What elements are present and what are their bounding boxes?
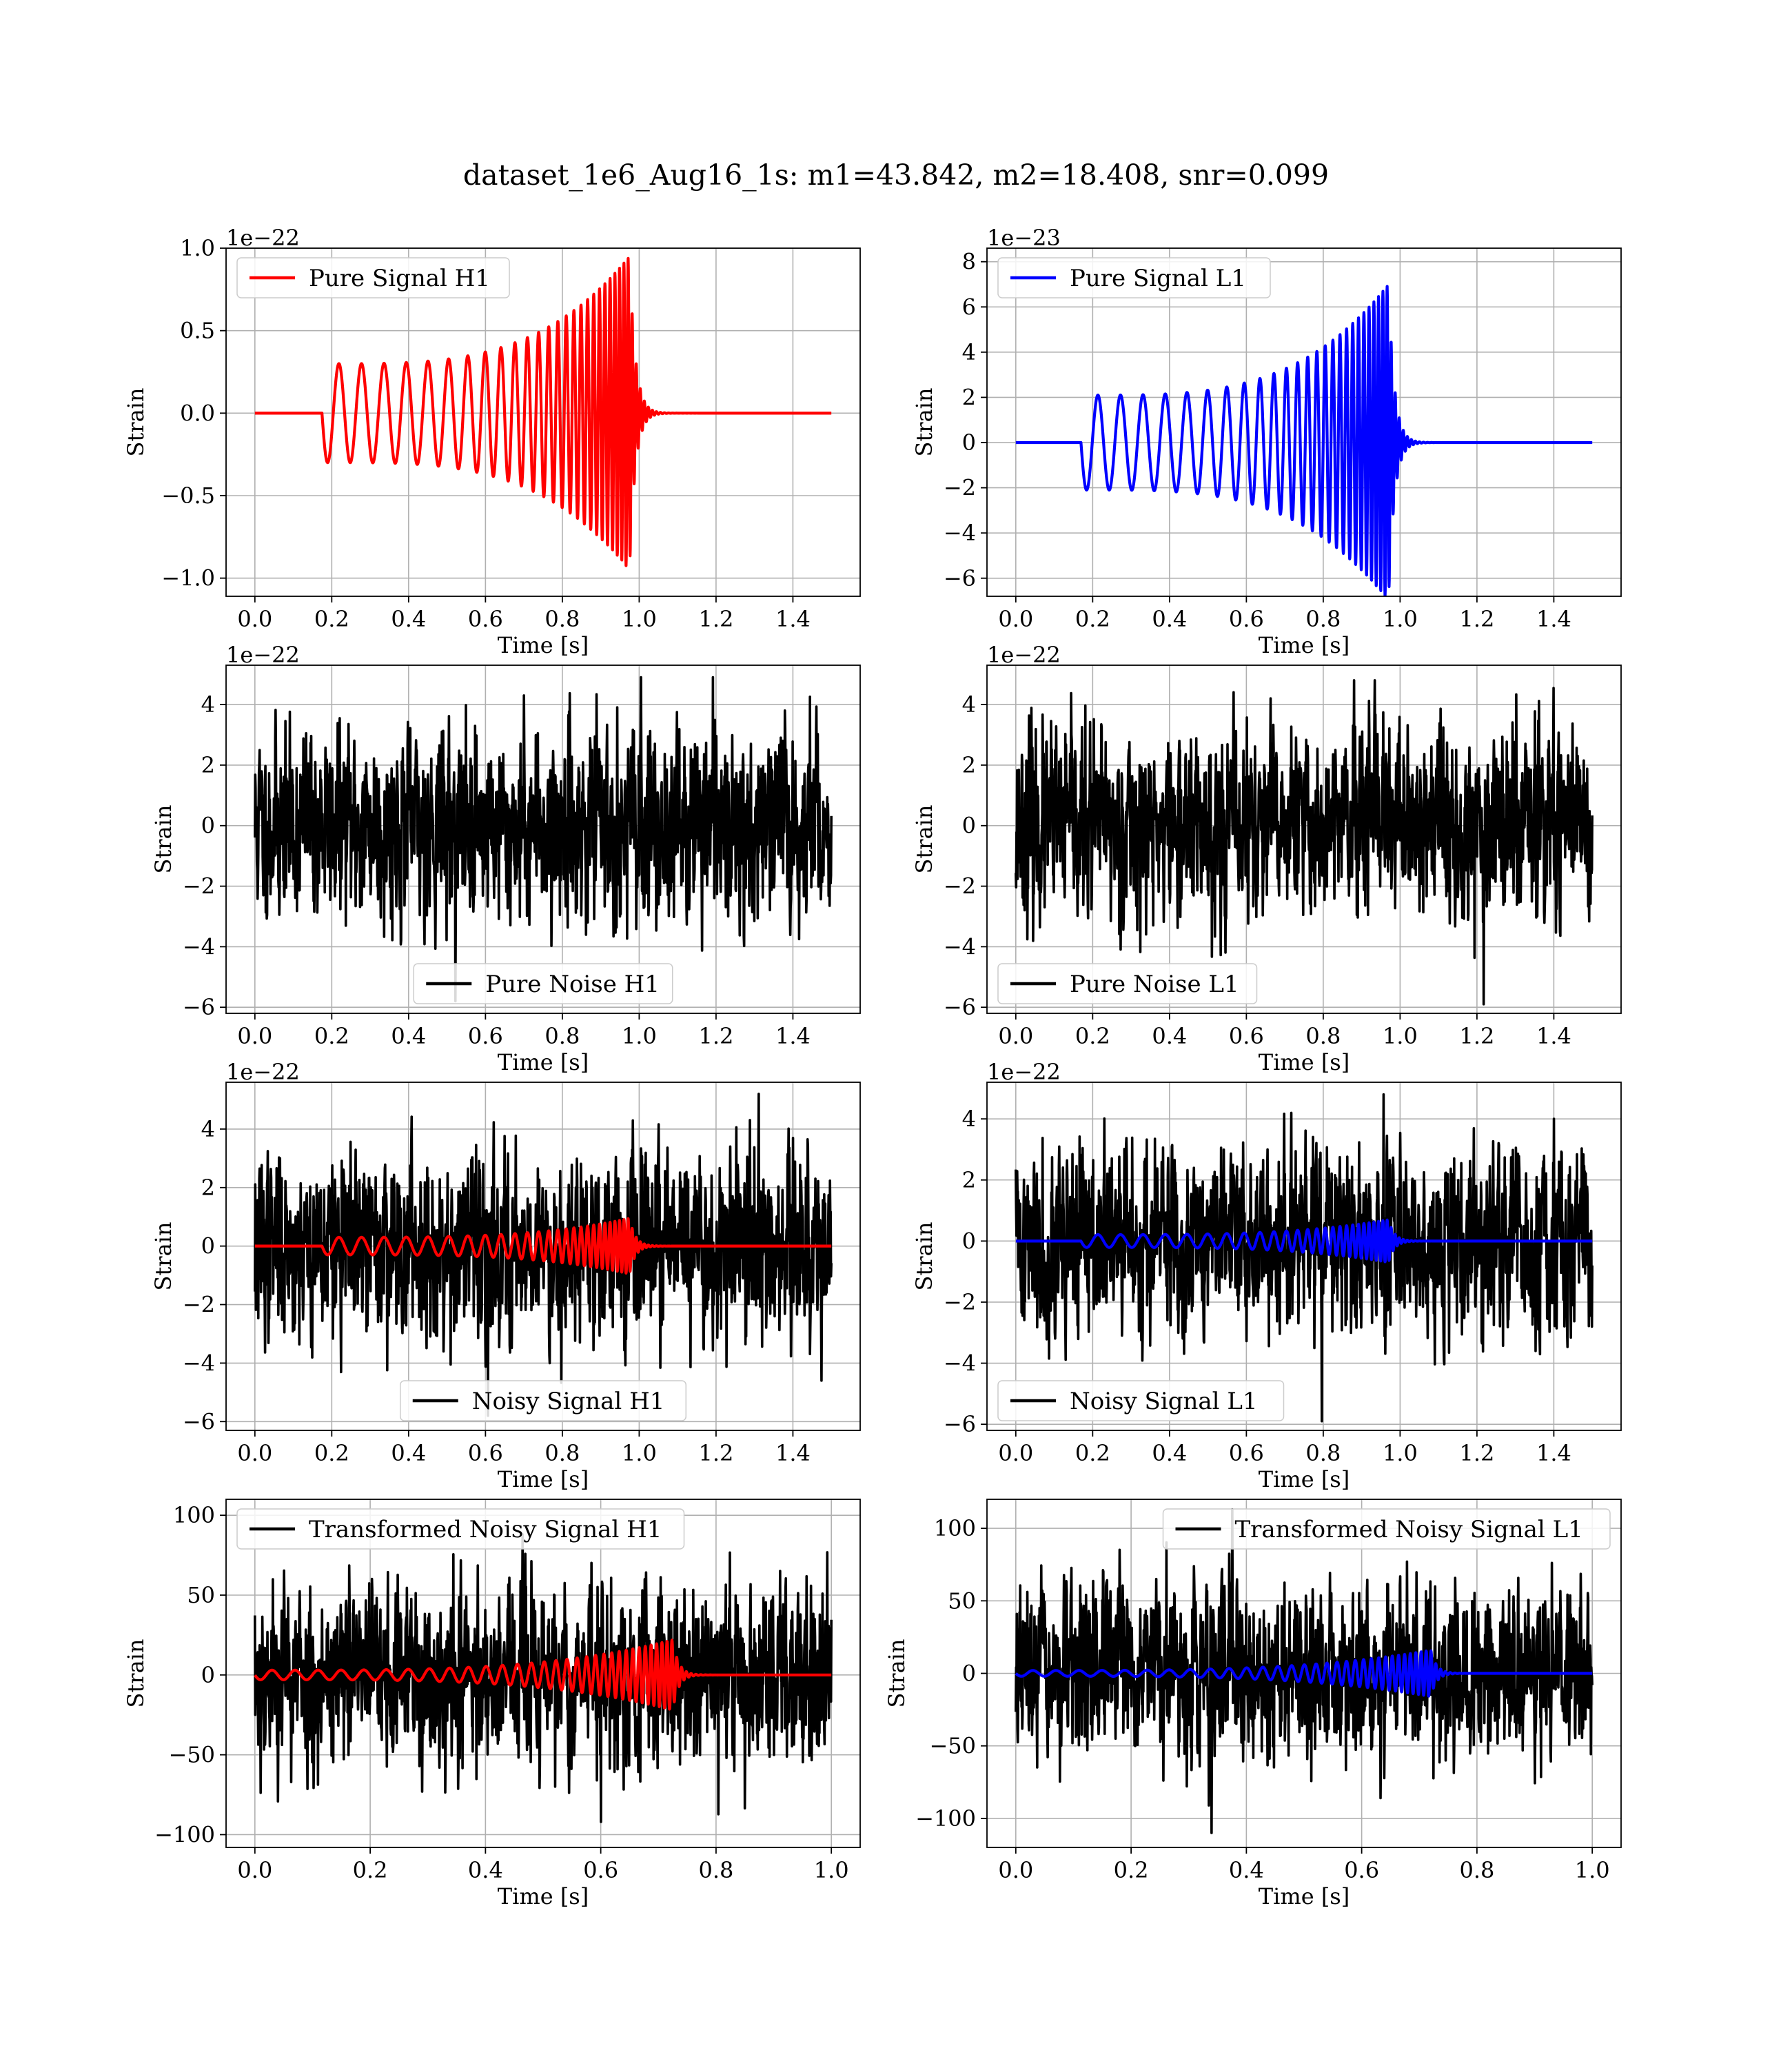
x-tick-label: 0.4 [1152, 1023, 1188, 1049]
y-tick-label: 1.0 [180, 235, 215, 261]
x-tick-label: 1.2 [698, 1440, 734, 1466]
x-tick-label: 0.0 [237, 1023, 273, 1049]
legend [414, 964, 673, 1004]
x-tick-label: 0.4 [391, 1440, 427, 1466]
y-tick-label: −6 [943, 994, 976, 1021]
legend-label: Noisy Signal H1 [471, 1388, 665, 1415]
offset-label: 1e−22 [987, 642, 1061, 668]
y-axis-label: Strain [150, 804, 176, 874]
y-axis-label: Strain [123, 387, 149, 457]
legend-label: Noisy Signal L1 [1070, 1388, 1258, 1415]
y-tick-label: −6 [943, 1411, 976, 1438]
x-tick-label: 0.0 [998, 606, 1034, 632]
x-tick-label: 0.0 [237, 1857, 273, 1883]
y-tick-label: 0.5 [180, 317, 215, 344]
y-tick-label: 0 [961, 1228, 976, 1255]
x-axis-label: Time [s] [497, 1883, 589, 1909]
x-tick-label: 0.0 [237, 606, 273, 632]
y-axis-label: Strain [884, 1639, 910, 1708]
x-tick-label: 0.2 [314, 606, 349, 632]
x-tick-label: 0.6 [1228, 606, 1264, 632]
y-tick-label: 2 [961, 384, 976, 411]
y-tick-label: −0.5 [161, 483, 215, 509]
x-tick-label: 1.4 [775, 606, 811, 632]
y-tick-label: −1.0 [161, 565, 215, 591]
y-tick-label: −100 [915, 1805, 976, 1832]
x-tick-label: 0.2 [1075, 606, 1110, 632]
y-tick-label: 2 [201, 751, 215, 778]
y-tick-label: 4 [201, 1115, 215, 1142]
x-tick-label: 0.8 [544, 1023, 580, 1049]
x-axis-label: Time [s] [1258, 632, 1350, 658]
x-tick-label: 1.0 [1382, 1440, 1418, 1466]
x-tick-label: 0.8 [1305, 606, 1341, 632]
y-tick-label: −6 [182, 1408, 215, 1435]
legend-label: Pure Noise H1 [485, 971, 660, 998]
y-tick-label: 0 [201, 1661, 215, 1688]
x-tick-label: 0.6 [467, 1440, 503, 1466]
x-tick-label: 0.4 [1152, 1440, 1188, 1466]
x-tick-label: 1.0 [813, 1857, 849, 1883]
y-tick-label: 2 [961, 1166, 976, 1193]
y-tick-label: −6 [943, 565, 976, 591]
x-tick-label: 1.4 [775, 1440, 811, 1466]
x-axis-label: Time [s] [497, 1049, 589, 1075]
y-tick-label: −4 [943, 1350, 976, 1377]
x-tick-label: 0.6 [467, 606, 503, 632]
legend-label: Pure Signal H1 [309, 265, 491, 292]
x-tick-label: 0.8 [544, 606, 580, 632]
x-tick-label: 1.2 [698, 606, 734, 632]
x-tick-label: 1.0 [621, 606, 657, 632]
x-tick-label: 0.0 [237, 1440, 273, 1466]
x-tick-label: 0.6 [1228, 1440, 1264, 1466]
y-tick-label: −100 [154, 1821, 215, 1848]
y-tick-label: 50 [187, 1581, 215, 1608]
x-tick-label: 0.6 [1344, 1857, 1380, 1883]
y-tick-label: −2 [182, 1291, 215, 1318]
x-tick-label: 0.0 [998, 1857, 1034, 1883]
x-tick-label: 0.8 [1459, 1857, 1495, 1883]
y-tick-label: 0 [201, 1233, 215, 1259]
y-tick-label: 2 [201, 1174, 215, 1201]
x-tick-label: 0.2 [1075, 1023, 1110, 1049]
x-tick-label: 0.0 [998, 1023, 1034, 1049]
figure-title: dataset_1e6_Aug16_1s: m1=43.842, m2=18.408, snr=0.099 [462, 159, 1330, 192]
y-tick-label: −2 [943, 1288, 976, 1315]
legend-label: Pure Noise L1 [1070, 971, 1239, 998]
y-tick-label: 4 [961, 691, 976, 718]
offset-label: 1e−22 [226, 225, 300, 251]
legend-label: Transformed Noisy Signal H1 [309, 1516, 662, 1543]
x-axis-label: Time [s] [1258, 1883, 1350, 1909]
x-axis-label: Time [s] [497, 632, 589, 658]
x-tick-label: 1.0 [1382, 606, 1418, 632]
legend [998, 258, 1270, 298]
x-tick-label: 1.4 [1536, 606, 1571, 632]
x-tick-label: 1.4 [1536, 1440, 1571, 1466]
x-tick-label: 0.6 [1228, 1023, 1264, 1049]
x-tick-label: 0.8 [698, 1857, 734, 1883]
x-tick-label: 0.4 [1228, 1857, 1264, 1883]
x-tick-label: 0.6 [467, 1023, 503, 1049]
y-tick-label: −4 [943, 933, 976, 960]
x-tick-label: 0.8 [544, 1440, 580, 1466]
offset-label: 1e−22 [987, 1059, 1061, 1085]
offset-label: 1e−23 [987, 225, 1061, 251]
x-tick-label: 1.0 [621, 1440, 657, 1466]
y-tick-label: 50 [948, 1588, 976, 1614]
y-tick-label: −4 [182, 933, 215, 960]
y-tick-label: 4 [201, 691, 215, 718]
y-tick-label: 100 [172, 1502, 215, 1529]
y-tick-label: 4 [961, 1106, 976, 1133]
x-tick-label: 1.0 [1574, 1857, 1610, 1883]
legend [998, 1381, 1284, 1421]
y-tick-label: 0.0 [180, 400, 215, 427]
x-tick-label: 0.8 [1305, 1440, 1341, 1466]
legend [400, 1381, 686, 1421]
y-tick-label: 4 [961, 338, 976, 365]
x-axis-label: Time [s] [497, 1466, 589, 1492]
y-tick-label: 100 [933, 1515, 976, 1542]
y-axis-label: Strain [150, 1221, 176, 1291]
y-tick-label: 8 [961, 248, 976, 275]
x-tick-label: 0.4 [467, 1857, 503, 1883]
x-tick-label: 1.0 [1382, 1023, 1418, 1049]
x-tick-label: 0.2 [314, 1440, 349, 1466]
x-tick-label: 1.4 [775, 1023, 811, 1049]
y-axis-label: Strain [123, 1639, 149, 1708]
legend [998, 964, 1257, 1004]
x-axis-label: Time [s] [1258, 1049, 1350, 1075]
x-tick-label: 0.0 [998, 1440, 1034, 1466]
y-tick-label: −6 [182, 994, 215, 1021]
y-tick-label: 2 [961, 751, 976, 778]
x-tick-label: 1.2 [1459, 606, 1495, 632]
x-tick-label: 0.4 [1152, 606, 1188, 632]
x-tick-label: 1.2 [1459, 1440, 1495, 1466]
x-tick-label: 1.2 [1459, 1023, 1495, 1049]
y-axis-label: Strain [911, 804, 937, 874]
legend [237, 1509, 684, 1549]
y-tick-label: −4 [182, 1350, 215, 1377]
x-tick-label: 0.4 [391, 1023, 427, 1049]
y-tick-label: −50 [929, 1732, 976, 1759]
legend [237, 258, 509, 298]
y-tick-label: 0 [201, 812, 215, 839]
y-axis-label: Strain [911, 387, 937, 457]
legend-label: Pure Signal L1 [1070, 265, 1246, 292]
y-tick-label: −2 [943, 873, 976, 900]
x-tick-label: 0.2 [314, 1023, 349, 1049]
x-tick-label: 1.4 [1536, 1023, 1571, 1049]
y-tick-label: −4 [943, 520, 976, 547]
offset-label: 1e−22 [226, 1059, 300, 1085]
x-tick-label: 0.4 [391, 606, 427, 632]
x-tick-label: 0.2 [1113, 1857, 1149, 1883]
x-axis-label: Time [s] [1258, 1466, 1350, 1492]
x-tick-label: 0.2 [1075, 1440, 1110, 1466]
y-axis-label: Strain [911, 1221, 937, 1291]
y-tick-label: −2 [182, 873, 215, 900]
y-tick-label: −50 [168, 1741, 215, 1768]
x-tick-label: 1.2 [698, 1023, 734, 1049]
y-tick-label: 0 [961, 812, 976, 839]
x-tick-label: 0.6 [583, 1857, 619, 1883]
legend-label: Transformed Noisy Signal L1 [1234, 1516, 1583, 1543]
x-tick-label: 0.2 [352, 1857, 388, 1883]
y-tick-label: −2 [943, 474, 976, 501]
x-tick-label: 0.8 [1305, 1023, 1341, 1049]
y-tick-label: 0 [961, 429, 976, 456]
offset-label: 1e−22 [226, 642, 300, 668]
y-tick-label: 6 [961, 294, 976, 321]
x-tick-label: 1.0 [621, 1023, 657, 1049]
y-tick-label: 0 [961, 1660, 976, 1687]
legend [1163, 1509, 1611, 1549]
